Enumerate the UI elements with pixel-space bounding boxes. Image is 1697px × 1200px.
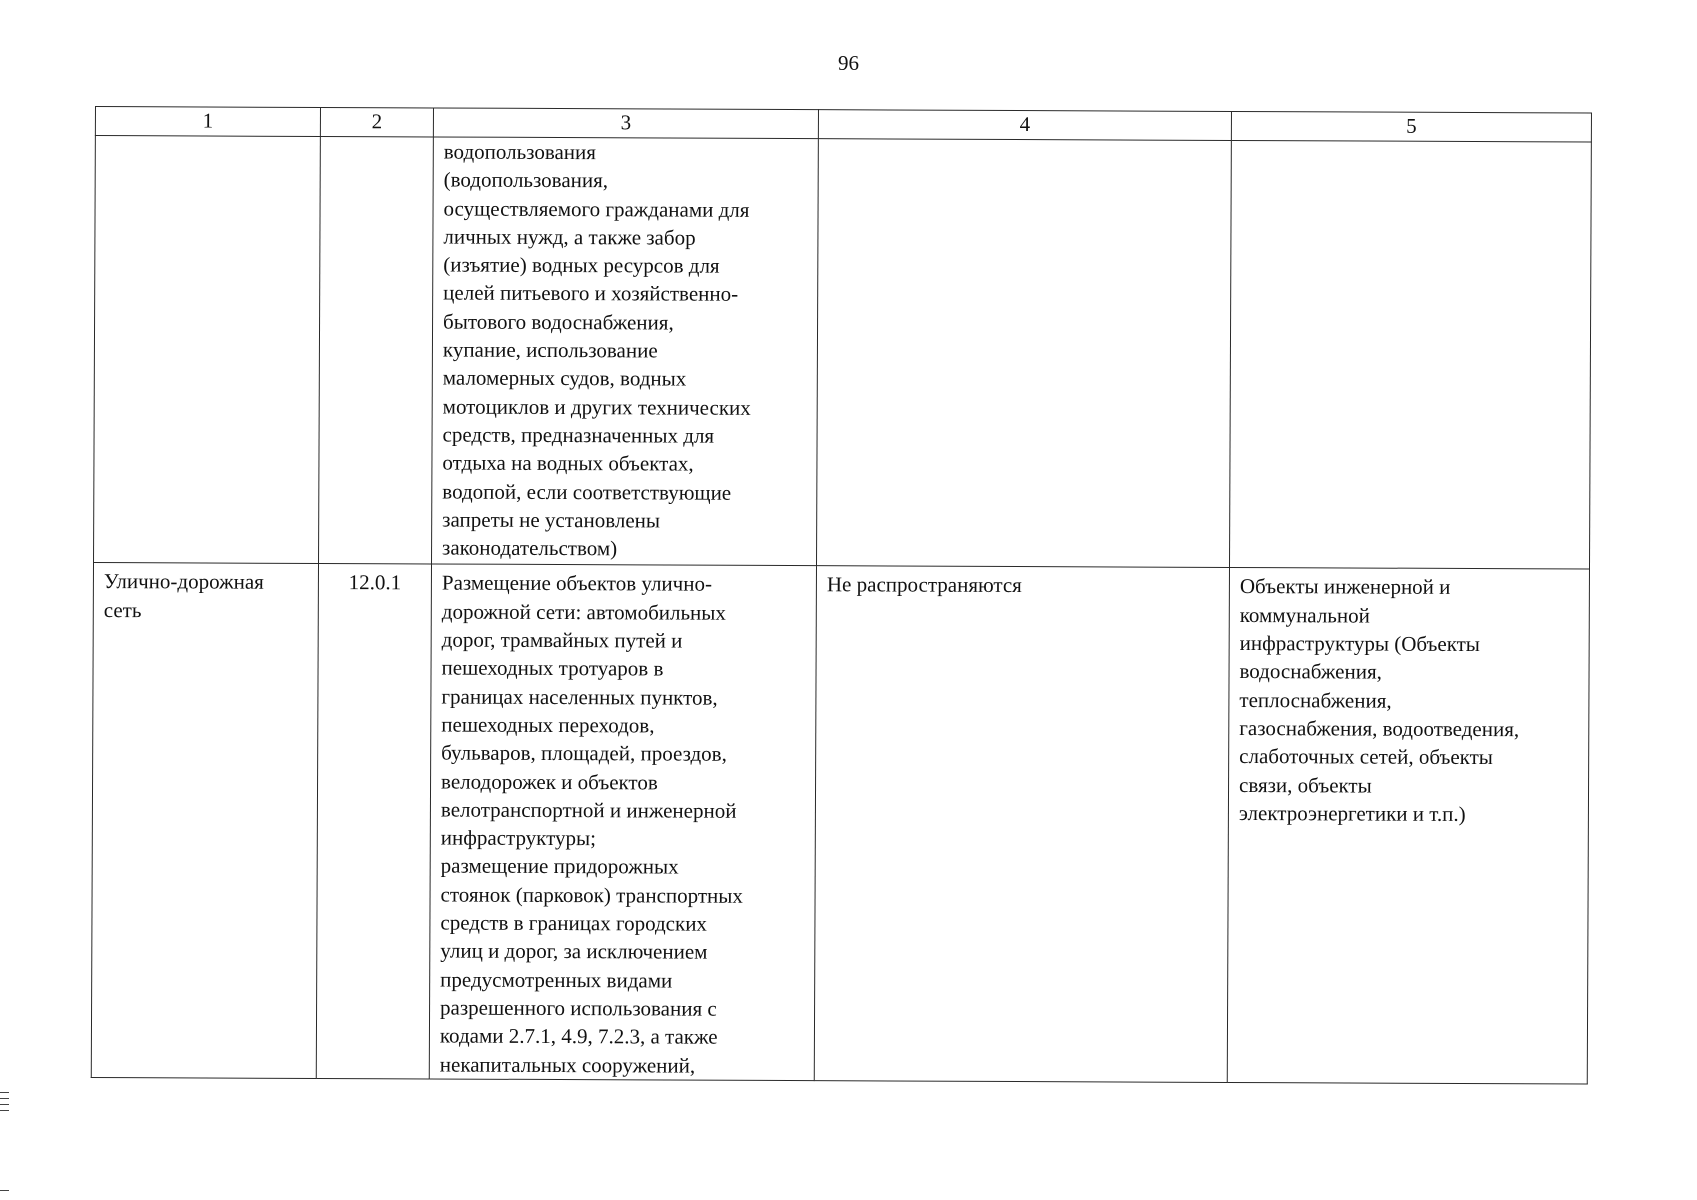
infrastructure-text-line: электроэнергетики и т.п.) [1238,800,1466,826]
infrastructure-cell [1227,568,1589,1084]
table-row-continuation [94,136,1592,570]
description-text-line: пешеходных тротуаров в [441,655,664,681]
continuation-description-cell [432,137,819,566]
continuation-col-2 [319,136,434,564]
table-row-street-network [91,563,1589,1084]
scan-margin-mark [0,1098,9,1099]
continuation-text-line: осуществляемого гражданами для [443,196,750,222]
page-number: 96 [838,51,859,75]
continuation-text-line: личных нужд, а также забор [443,224,696,250]
infrastructure-text-line: Объекты инженерной и [1239,574,1451,600]
description-text-line: средств в границах городских [440,910,708,936]
description-text-line: велотранспортной и инженерной [440,797,737,823]
description-text-line: бульваров, площадей, проездов, [441,740,727,766]
header-col-5: 5 [1231,111,1591,142]
description-text-line: велодорожек и объектов [441,769,658,794]
description-text-line: Размещение объектов улично- [441,570,713,597]
infrastructure-text-line: водоснабжения, [1239,659,1382,684]
header-col-2: 2 [320,107,433,136]
description-text-line: разрешенного использования с [440,995,717,1021]
description-text-line: границах населенных пунктов, [441,684,718,710]
scan-margin-mark [0,1110,9,1111]
scan-margin-mark [0,1104,9,1105]
continuation-text-line: водопой, если соответствующие [442,479,732,505]
land-use-type-line: сеть [103,597,142,622]
description-text-line: предусмотренных видами [440,967,673,993]
infrastructure-text-line: теплоснабжения, [1239,687,1392,713]
scan-margin-mark [0,1190,9,1191]
description-text-line: некапитальных сооружений, [439,1052,696,1078]
description-text-line: стоянок (парковок) транспортных [440,882,744,908]
scan-margin-mark [0,1092,9,1093]
continuation-text-line: маломерных судов, водных [442,365,687,391]
description-text-line: инфраструктуры; [440,825,597,851]
description-text-line: улиц и дорог, за исключением [440,938,708,964]
description-cell [429,564,816,1080]
continuation-text-line: отдыха на водных объектах, [442,450,694,476]
infrastructure-text-line: инфраструктуры (Объекты [1239,631,1480,657]
continuation-col-1 [94,136,321,564]
infrastructure-text-line: коммунальной [1239,602,1370,628]
land-use-type-line: Улично-дорожная [103,569,264,595]
header-col-4: 4 [818,110,1231,141]
description-text-line: размещение придорожных [440,853,679,879]
continuation-text-line: (водопользования, [443,167,609,193]
continuation-text-line: купание, использование [442,337,658,363]
description-text-line: дорожной сети: автомобильных [441,599,726,625]
continuation-text-line: мотоциклов и других технических [442,394,751,420]
continuation-col-5 [1229,140,1591,569]
description-text-line: дорог, трамвайных путей и [441,627,683,653]
infrastructure-text-line: связи, объекты [1238,772,1372,798]
parameters-cell: Не распространяются [814,566,1229,1082]
continuation-text-line: (изъятие) водных ресурсов для [443,252,720,278]
header-col-3: 3 [433,108,818,139]
continuation-text-line: бытового водоснабжения, [443,309,674,335]
land-use-table [91,106,1592,1084]
continuation-col-4 [816,139,1231,568]
continuation-text-line: средств, предназначенных для [442,422,715,448]
description-text-line: пешеходных переходов, [441,712,655,738]
land-use-code-cell: 12.0.1 [316,564,431,1079]
header-col-1: 1 [95,107,320,137]
infrastructure-text-line: слаботочных сетей, объекты [1239,744,1493,770]
continuation-text-line: водопользования [443,139,596,165]
infrastructure-text-line: газоснабжения, водоотведения, [1239,715,1520,742]
land-use-type-cell [91,563,318,1078]
description-text-line: кодами 2.7.1, 4.9, 7.2.3, а также [439,1023,718,1049]
continuation-text-line: запреты не установлены [442,507,661,533]
continuation-text-line: законодательством) [442,535,618,561]
continuation-text-line: целей питьевого и хозяйственно- [443,281,739,307]
